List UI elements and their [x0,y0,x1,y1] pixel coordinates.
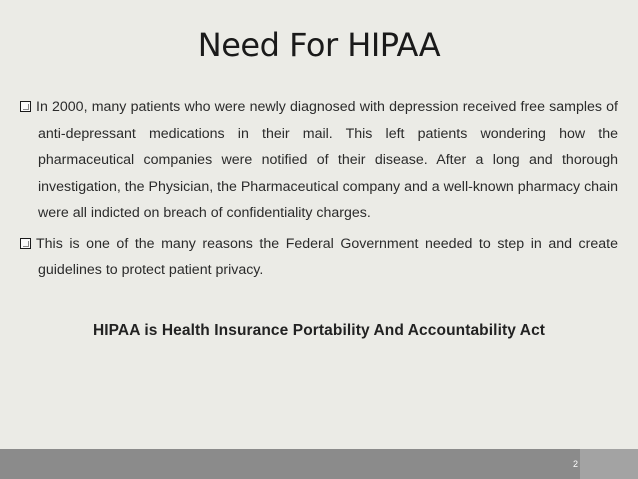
bullet-text: In 2000, many patients who were newly diagnosed with depression received free samples of anti-depressant medications in their mail. This left patients wondering how the pharmaceutical companies were notified of their disease. After a long and thorough investigation, the Physician, the Pharmaceutical company and a well-known pharmacy chain were all indicted on breach of confidentiality charges. [36,99,618,221]
slide-title: Need For HIPAA [197,26,441,64]
bullet-item [20,94,618,227]
page-number: 2 [573,459,579,469]
bullet-text: This is one of the many reasons the Federal Government needed to step in and create guidelines to protect patient privacy. [36,235,618,278]
footer-bar [0,449,638,479]
hipaa-definition: HIPAA is Health Insurance Portability And Accountability Act [92,322,546,339]
checkbox-bullet-icon [20,238,31,249]
footer-edge-block [580,449,638,479]
slide-body [20,94,618,288]
bullet-item [20,231,618,284]
checkbox-bullet-icon [20,101,31,112]
